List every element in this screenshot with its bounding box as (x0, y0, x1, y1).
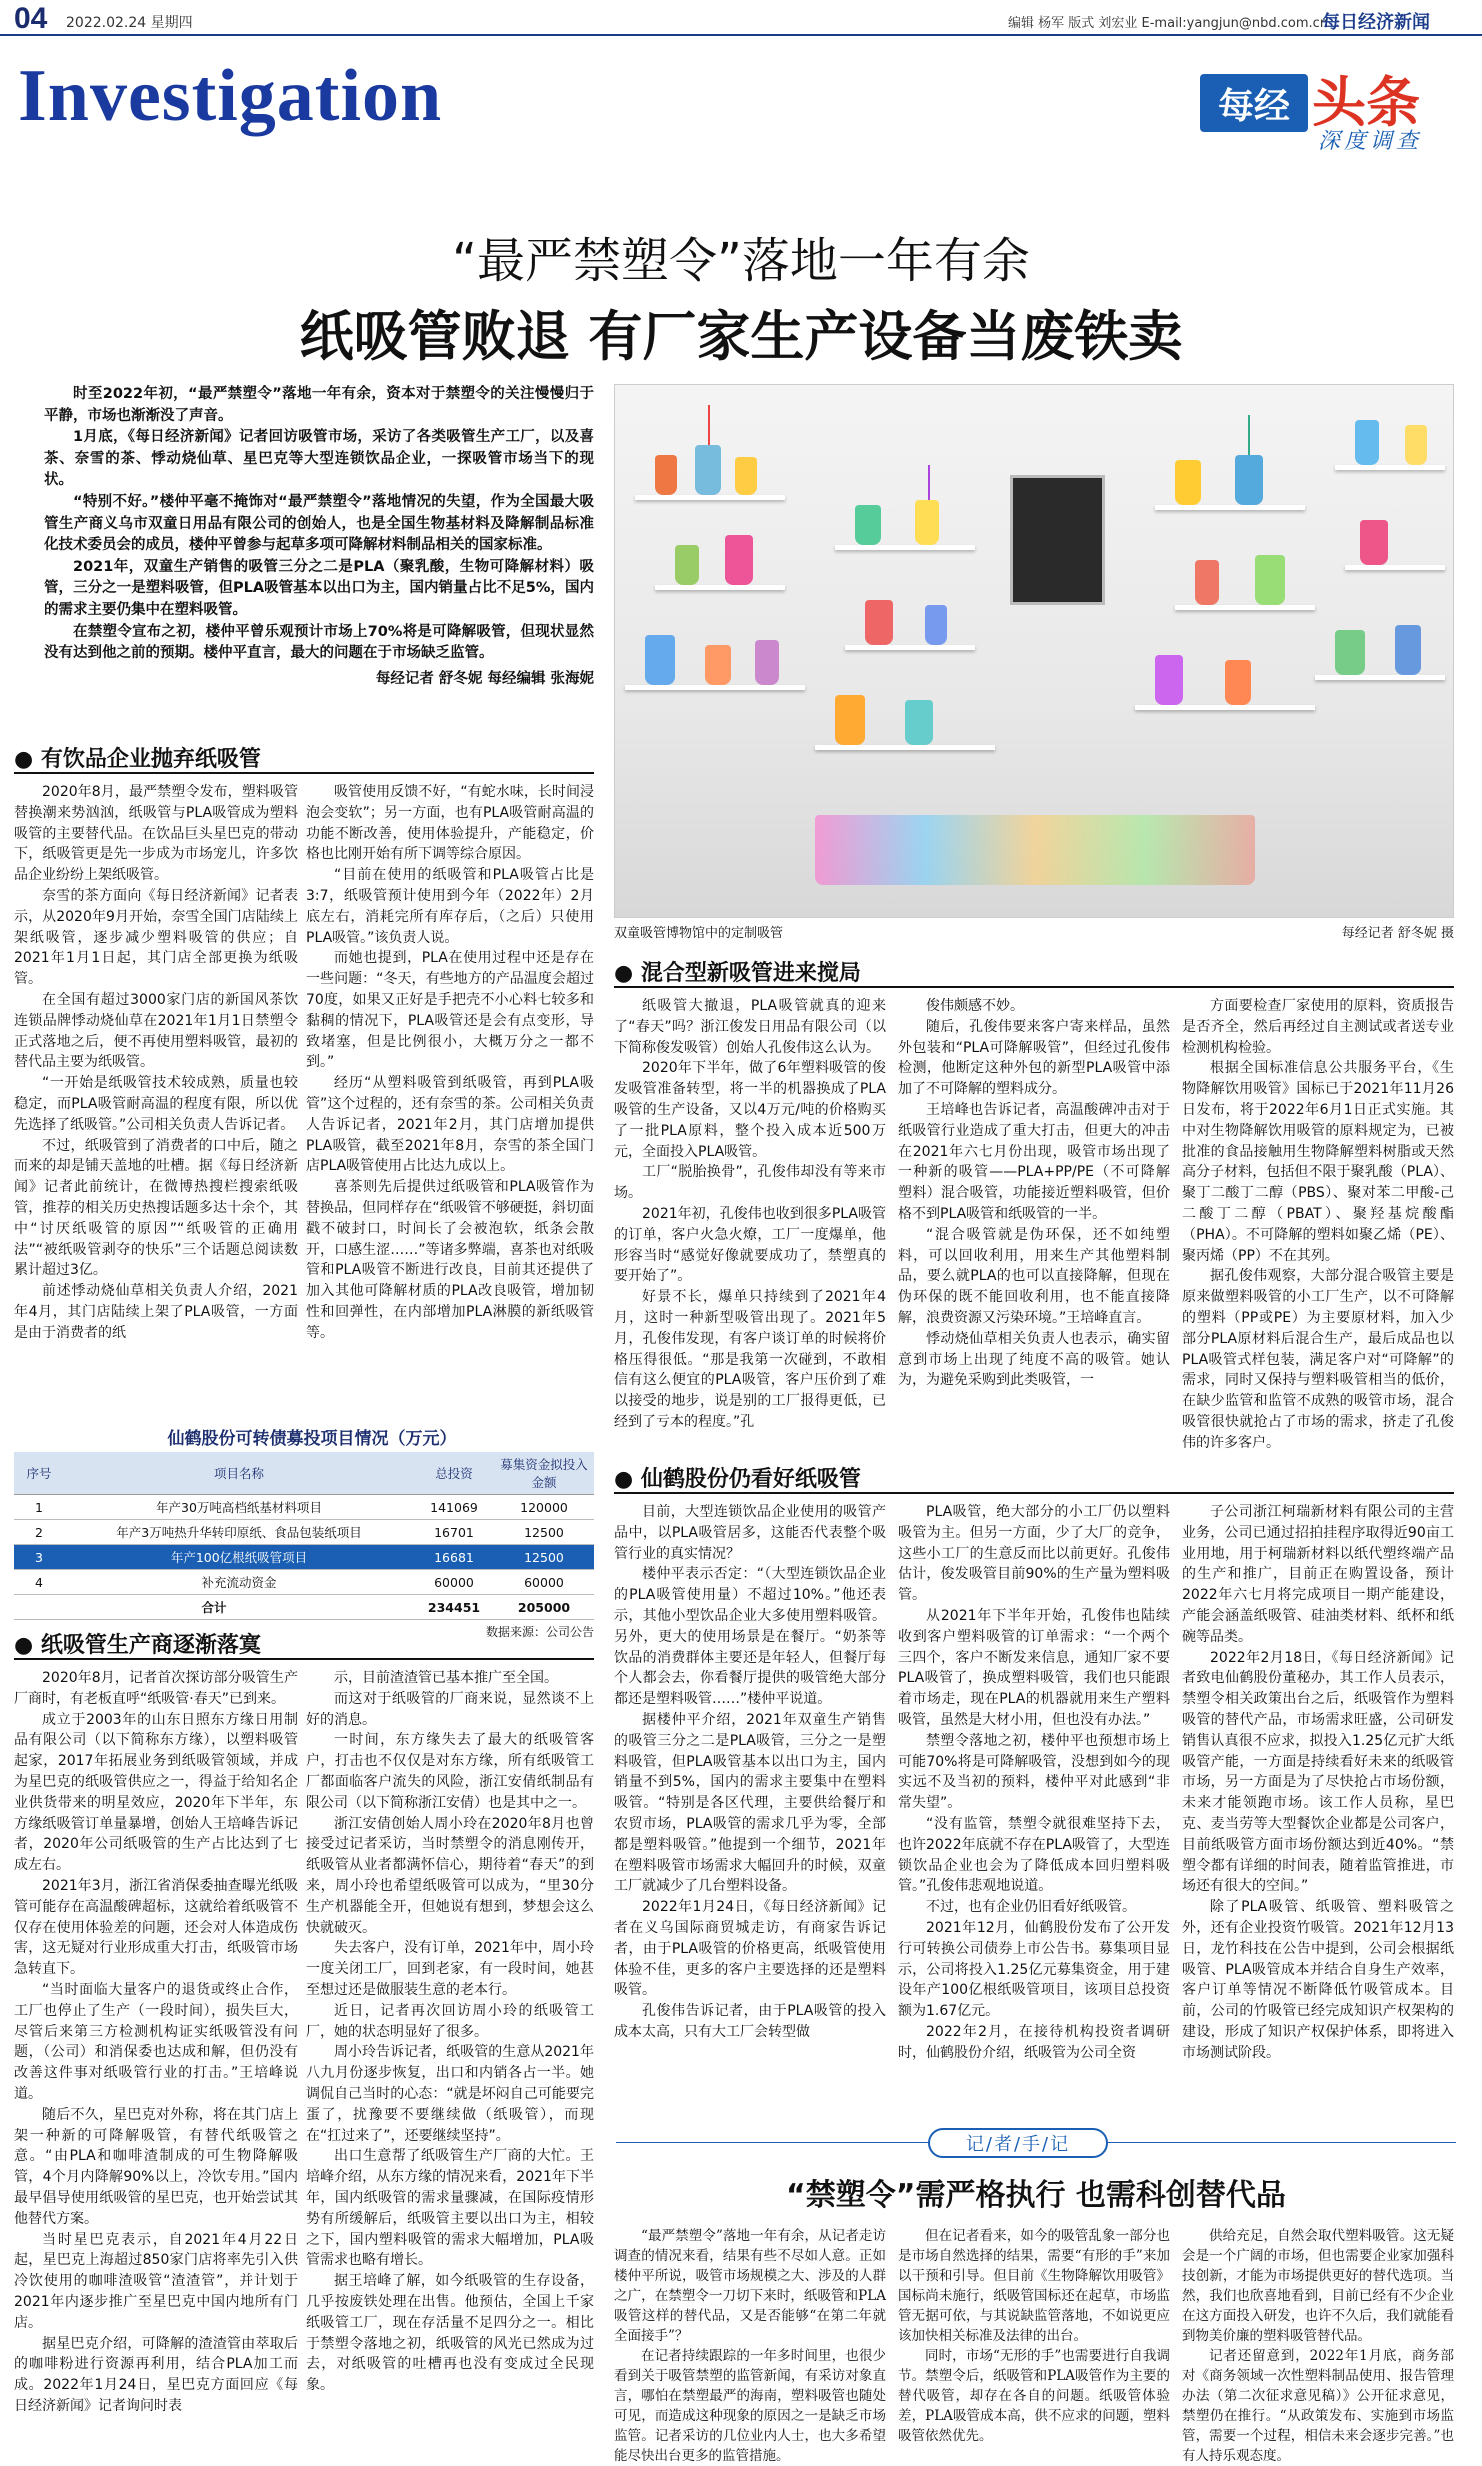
lead-paragraph: “特别不好。”楼仲平毫不掩饰对“最严禁塑令”落地情况的失望，作为全国最大吸管生产商义乌市双童日用品有限公司的创始人，也是全国生物基材料及降解制品标准化技术委员会的成员，楼仲平曾参与起草多项可降解材料制品相关的国家标准。 (44, 493, 594, 554)
section-title: Investigation (18, 55, 443, 137)
photo-credit: 每经记者 舒冬妮 摄 (1341, 926, 1454, 941)
section-heading-4: ● 仙鹤股份仍看好纸吸管 (614, 1467, 861, 1492)
editor-credits: 编辑 杨军 版式 刘宏业 E-mail:yangjun@nbd.com.cn (1008, 16, 1329, 31)
commentary-title: “禁塑令”需严格执行 也需科创替代品 (786, 2178, 1286, 2213)
photo-caption: 双童吸管博物馆中的定制吸管 (614, 926, 784, 941)
section-heading-3: ● 混合型新吸管进来搅局 (614, 961, 861, 986)
s3-col2: 俊伟颇感不妙。 随后，孔俊伟要来客户寄来样品，虽然外包装和“PLA可降解吸管”，但经过孔俊伟检测，他断定这种外包的新型PLA吸管中添加了不可降解的塑料成分。 王培峰也告诉记者，高温酸碑冲击对于纸吸管行业造成了重大打击，但更大的冲击在2021年六七月份出现，吸管市场出现了一种新的吸管——PLA+PP/PE（不可降解塑料）混合吸管，功能接近塑料吸管，但价格不到PLA吸管和纸吸管的一半。 “混合吸管就是伪环保，还不如纯塑料，可以回收利用，用来生产其他塑料制品，要么就PLA的也可以直接降解，但现在伪环保的既不能回收利用，也不能直接降解，浪费资源又污染环境。”王培峰直言。 悸动烧仙草相关负责人也表示，确实留意到市场上出现了纯度不高的吸管。她认为，为避免采购到此类吸管，一 (898, 998, 1170, 1389)
s4-col3: 子公司浙江柯瑞新材料有限公司的主营业务，公司已通过招拍挂程序取得近90亩工业用地，用于柯瑞新材料以纸代塑终端产品的生产和推广，目前正在购置设备，预计2022年六七月将完成项目一期产能建设，产能会涵盖纸吸管、硅油类材料、纸杯和纸碗等品类。 2022年2月18日，《每日经济新闻》记者致电仙鹤股份董秘办，其工作人员表示，禁塑令相关政策出台之后，纸吸管作为塑料吸管的替代产品，市场需求旺盛，公司研发销售认真很不应求，拟投入1.25亿元扩大纸吸管产能，一方面是持续看好未来的纸吸管市场，另一方面是为了尽快抢占市场份额，未来才能领跑市场。该工作人员称，星巴克、麦当劳等大型餐饮企业都是公司客户，目前纸吸管方面市场份额达到近40%。“禁塑令都有详细的时间表，随着监管推进，市场还有很大的空间。” 除了PLA吸管、纸吸管、塑料吸管之外，还有企业投资竹吸管。2021年12月13日，龙竹科技在公告中提到，公司会根据纸吸管、PLA吸管成本并结合自身生产效率，客户订单等情况不断降低竹吸管成本。目前，公司的竹吸管已经完成知识产权架构的建设，形成了知识产权保护体系，即将进入市场测试阶段。 (1182, 1504, 1454, 2061)
table-source: 数据来源：公司公告 (485, 1625, 594, 1639)
issue-date: 2022.02.24 星期四 (66, 15, 193, 31)
section-heading-2: ● 纸吸管生产商逐渐落寞 (14, 1633, 261, 1658)
lead-paragraph: 时至2022年初，“最严禁塑令”落地一年有余，资本对于禁塑令的关注慢慢归于平静，市场也渐渐没了声音。 (44, 386, 594, 424)
commentary-col2: 但在记者看来，如今的吸管乱象一部分也是市场自然选择的结果，需要“有形的手”来加以干预和引导。但目前《生物降解饮用吸管》国标尚未施行，纸吸管国标还在起草，市场监管无据可依，与其说缺监管落地，不如说更应该加快相关标准及法律的出台。 同时，市场“无形的手”也需要进行自我调节。禁塑令后，纸吸管和PLA吸管作为主要的替代吸管，却存在各自的问题。纸吸管体验差，PLA吸管成本高，供不应求的问题，塑料吸管依然优先。 (898, 2228, 1170, 2444)
commentary-col1: “最严禁塑令”落地一年有余，从记者走访调查的情况来看，结果有些不尽如人意。正如楼仲平所说，吸管市场规模之大、涉及的人群之广，在禁塑令一刀切下来时，纸吸管和PLA吸管这样的替代品，又是否能够“在第二年就全面接手”？ 在记者持续跟踪的一年多时间里，也很少看到关于吸管禁塑的监管新闻，有采访对象直言，哪怕在禁塑最严的海南，塑料吸管也随处可见，而造成这种现象的原因之一是缺乏市场监管。记者采访的几位业内人士，也大多希望能尽快出台更多的监管措施。 (614, 2228, 886, 2464)
headline-kicker: “最严禁塑令”落地一年有余 (452, 233, 1030, 289)
s4-col2: PLA吸管，绝大部分的小工厂仍以塑料吸管为主。但另一方面，少了大厂的竞争，这些小工厂的生意反而比以前更好。孔俊伟估计，俊发吸管目前90%的生产量为塑料吸管。 从2021年下半年开始，孔俊伟也陆续收到客户塑料吸管的订单需求：“一个两个三四个，客户不断发来信息，通知厂家不要PLA吸管了，换成塑料吸管，我们也只能跟着市场走，现在PLA的机器就用来生产塑料吸管，虽然是大材小用，但也没有办法。” 禁塑令落地之初，楼仲平也预想市场上可能70%将是可降解吸管，没想到如今的现实远不及当初的预料，楼仲平对此感到“非常失望”。 “没有监管，禁塑令就很难坚持下去，也许2022年底就不存在PLA吸管了，大型连锁饮品企业也会为了降低成本回归塑料吸管。”孔俊伟悲观地说道。 不过，也有企业仍旧看好纸吸管。 2021年12月，仙鹤股份发布了公开发行可转换公司债券上市公告书。募集项目显示，公司将投入1.25亿元募集资金，用于建设年产100亿根纸吸管项目，该项目总投资额为1.67亿元。 2022年2月，在接待机构投资者调研时，仙鹤股份介绍，纸吸管为公司全资 (898, 1504, 1170, 2061)
section-rule-2 (14, 1658, 594, 1660)
logo-blue-block: 每经 (1200, 74, 1308, 132)
headline-main: 纸吸管败退 有厂家生产设备当废铁卖 (299, 305, 1183, 368)
lead-byline: 每经记者 舒冬妮 每经编辑 张海妮 (375, 670, 594, 687)
s1-col2: 吸管使用反馈不好，“有蛇水味，长时间浸泡会变软”；另一方面，也有PLA吸管耐高温的功能不断改善，使用体验提升，产能稳定，价格也比刚开始有所下调等综合原因。 “目前在使用的纸吸管和PLA吸管占比是3:7，纸吸管预计使用到今年（2022年）2月底左右，消耗完所有库存后，（之后）只使用PLA吸管。”该负责人说。 而她也提到，PLA在使用过程中还是存在一些问题：“冬天，有些地方的产品温度会超过70度，如果又正好是手把壳不小心料七较多和黏稠的情况下，PLA吸管还是会有点变形，导致堵塞，但是比例很小，大概万分之一都不到。” 经历“从塑料吸管到纸吸管，再到PLA吸管”这个过程的，还有奈雪的茶。公司相关负责人告诉记者，2021年2月，其门店增加提供PLA吸管，截至2021年8月，奈雪的茶全国门店PLA吸管使用占比达九成以上。 喜茶则先后提供过纸吸管和PLA吸管作为替换品，但同样存在“纸吸管不够硬挺，斜切面戳不破封口，时间长了会被泡软，纸条会散开，口感生涩……”等诸多弊端，喜茶也对纸吸管和PLA吸管不断进行改良，目前其还提供了加入其他可降解材质的PLA改良吸管，增加韧性和回弹性，在内部增加PLA淋膜的新纸吸管等。 (306, 784, 594, 1341)
s2-col2: 示，目前渣渣管已基本推广至全国。 而这对于纸吸管的厂商来说，显然谈不上好的消息。 一时间，东方缘失去了最大的纸吸管客户，打击也不仅仅是对东方缘，所有纸吸管工厂都面临客户流失的风险，浙江安倩纸制品有限公司（以下简称浙江安倩）也是其中之一。 浙江安倩创始人周小玲在2020年8月也曾接受过记者采访，当时禁塑令的消息刚传开，纸吸管从业者都满怀信心，期待着“春天”的到来，周小玲也希望纸吸管可以成为，“里30分生产机器能全开，但她说有想到，梦想会这么快就破灭。 失去客户，没有订单，2021年中，周小玲一度关闭工厂，回到老家，有一段时间，她甚至想过还是做服装生意的老本行。 近日，记者再次回访周小玲的纸吸管工厂，她的状态明显好了很多。 周小玲告诉记者，纸吸管的生意从2021年八九月份逐步恢复，出口和内销各占一半。她调侃自己当时的心态：“就是坏闷自己可能要完蛋了，扰豫要不要继续做（纸吸管），而现在“扛过来了”，还要继续坚持”。 出口生意帮了纸吸管生产厂商的大忙。王培峰介绍，从东方缘的情况来看，2021年下半年，国内纸吸管的需求量骤减，在国际疫情形势有所缓解后，纸吸管主要以出口为主，相较之下，国内塑料吸管的需求大幅增加，PLA吸管需求也略有增长。 据王培峰了解，如今纸吸管的生存设备，几乎按废铁处理在出售。他预估，全国上千家纸吸管工厂，现在存活量不足四分之一。相比于禁塑令落地之初，纸吸管的风光已然成为过去，对纸吸管的吐槽再也没有变成过全民现象。 (306, 1670, 594, 2394)
table-row: 4 补充流动资金 60000 60000 (14, 1570, 594, 1595)
logo-red-text: 头条 (1312, 70, 1420, 134)
newspaper-brand: 每日经济新闻 (1322, 12, 1430, 33)
s2-col1: 2020年8月，记者首次探访部分吸管生产厂商时，有老板直呼“纸吸管·春天”已到来。 成立于2003年的山东日照东方缘日用制品有限公司（以下简称东方缘），以塑料吸管起家，2017年拓展业务到纸吸管领域，并成为星巴克的纸吸管供应之一，得益于给知名企业供货带来的明星效应，2020年下半年，东方缘纸吸管订单量暴增，创始人王培峰告诉记者，2020年公司纸吸管的生产占比达到了七成左右。 2021年3月，浙江省消保委抽查曝光纸吸管可能存在高温酸碑超标，这就给着纸吸管不仅存在使用体验差的问题，还会对人体造成伤害，这无疑对行业形成重大打击，纸吸管市场急转直下。 “当时面临大量客户的退货或终止合作，工厂也停止了生产（一段时间），损失巨大，尽管后来第三方检测机构证实纸吸管没有问题，（公司）和消保委也达成和解，但仍没有改善这件事对纸吸管行业的打击。”王培峰说道。 随后不久，星巴克对外称，将在其门店上架一种新的可降解吸管，有替代纸吸管之意。“由PLA和咖啡渣制成的可生物降解吸管，4个月内降解90%以上，冷饮专用。”国内最早倡导使用纸吸管的星巴克，也开始尝试其他替代方案。 当时星巴克表示，自2021年4月22日起，星巴克上海超过850家门店将率先引入供冷饮使用的咖啡渣吸管“渣渣管”，并计划于2021年内逐步推广至星巴克中国内地所有门店。 据星巴克介绍，可降解的渣渣管由萃取后的咖啡粉进行资源再利用，结合PLA加工而成。2022年1月24日，星巴克方面回应《每日经济新闻》记者询问时表 (14, 1670, 298, 2414)
lead-paragraph: 2021年，双童生产销售的吸管三分之二是PLA（聚乳酸，生物可降解材料）吸管，三分之一是塑料吸管，但PLA吸管基本以出口为主，国内销量占比不足5%，国内的需求主要仍集中在塑料吸管。 (44, 558, 594, 618)
section-rule-4 (614, 1492, 1454, 1494)
table-title: 仙鹤股份可转债募投项目情况（万元） (167, 1429, 457, 1449)
s3-col3: 方面要检查厂家使用的原料，资质报告是否齐全，然后再经过自主测试或者送专业检测机构检验。 根据全国标准信息公共服务平台，《生物降解饮用吸管》国标已于2021年11月26日发布，将于2022年6月1日正式实施。其中对生物降解饮用吸管的原料规定为，已被批准的食品接触用生物降解塑料树脂或天然高分子材料，包括但不限于聚乳酸（PLA）、聚丁二酸丁二醇（PBS）、聚对苯二甲酸-己二酸丁二醇（PBAT）、聚羟基烷酸酯（PHA）。不可降解的塑料如聚乙烯（PE）、聚丙烯（PP）不在其列。 据孔俊伟观察，大部分混合吸管主要是原来做塑料吸管的小工厂生产，以不可降解的塑料（PP或PE）为主要原材料，加入少部分PLA原材料后混合生产，最后成品也以PLA吸管式样包装，满足客户对“可降解”的需求，同时又保持与塑料吸管相当的低价，在缺少监管和监管不成熟的吸管市场，混合吸管很快就抢占了市场的需求，挤走了孔俊伟的许多客户。 (1182, 998, 1454, 1451)
column-logo (1200, 60, 1468, 152)
funds-table (14, 1452, 594, 1640)
table-total-row: 合计 234451 205000 (14, 1595, 594, 1620)
lead-paragraph: 1月底，《每日经济新闻》记者回访吸管市场，采访了各类吸管生产工厂，以及喜茶、奈雪的茶、悸动烧仙草、星巴克等大型连锁饮品企业，一探吸管市场当下的现状。 (44, 429, 594, 489)
section-rule-1 (14, 772, 594, 774)
lead-paragraph: 在禁塑令宣布之初，楼仲平曾乐观预计市场上70%将是可降解吸管，但现状显然没有达到他之前的预期。楼仲平直言，最大的问题在于市场缺乏监管。 (44, 623, 594, 662)
table-header-row: 序号 项目名称 总投资 募集资金拟投入金额 (14, 1452, 594, 1495)
section-rule-3 (614, 986, 1454, 988)
commentary-tag: 记/者/手/记 (928, 2128, 1108, 2158)
table-row-highlight: 3 年产100亿根纸吸管项目 16681 12500 (14, 1545, 594, 1570)
table-row: 2 年产3万吨热升华转印原纸、食品包装纸项目 16701 12500 (14, 1520, 594, 1545)
section-heading-1: ● 有饮品企业抛弃纸吸管 (14, 747, 261, 772)
logo-subtitle: 深度调查 (1318, 129, 1423, 154)
lead-text (44, 384, 594, 690)
page-number: 04 (14, 2, 48, 35)
s4-col1: 目前，大型连锁饮品企业使用的吸管产品中，以PLA吸管居多，这能否代表整个吸管行业的真实情况？ 楼仲平表示否定：“（大型连锁饮品企业的PLA吸管使用量）不超过10%。”他还表示，其他小型饮品企业大多使用塑料吸管。另外，更大的使用场景是在餐厅。“奶茶等饮品的消费群体主要还是年轻人，但餐厅每个人都会去，你看餐厅提供的吸管绝大部分都还是塑料吸管……”楼仲平说道。 据楼仲平介绍，2021年双童生产销售的吸管三分之二是PLA吸管，三分之一是塑料吸管，但PLA吸管基本以出口为主，国内销量不到5%，国内的需求主要集中在塑料吸管。“特别是各区代理，主要供给餐厅和农贸市场，PLA吸管的需求几乎为零，全部都是塑料吸管。”他提到一个细节，2021年在塑料吸管市场需求大幅回升的时候，双童工厂就减少了几台塑料设备。 2022年1月24日，《每日经济新闻》记者在义乌国际商贸城走访，有商家告诉记者，由于PLA吸管的价格更高，纸吸管使用体验不佳，更多的客户主要选择的还是塑料吸管。 孔俊伟告诉记者，由于PLA吸管的投入成本太高，只有大工厂会转型做 (614, 1504, 886, 2040)
photo-caption-row (614, 922, 1454, 941)
museum-photo (614, 384, 1454, 918)
s3-col1: 纸吸管大撤退，PLA吸管就真的迎来了“春天”吗？浙江俊发日用品有限公司（以下简称俊发吸管）创始人孔俊伟这么认为。 2020年下半年，做了6年塑料吸管的俊发吸管准备转型，将一半的机器换成了PLA吸管的生产设备，又以4万元/吨的价格购买了一批PLA原料，整个投入成本近500万元，全面投入PLA吸管。 工厂“脱胎换骨”，孔俊伟却没有等来市场。 2021年初，孔俊伟也收到很多PLA吸管的订单，客户火急火燎，工厂一度爆单，他形容当时“感觉好像就要成功了，禁塑真的要开始了”。 好景不长，爆单只持续到了2021年4月，这时一种新型吸管出现了。2021年5月，孔俊伟发现，有客户谈订单的时候将价格压得很低。“那是我第一次碰到，不敢相信有这么便宜的PLA吸管，客户压价到了难以接受的地步，说是别的工厂报得更低，已经到了亏本的程度。”孔 (614, 998, 886, 1430)
commentary-col3: 供给充足，自然会取代塑料吸管。这无疑会是一个广阔的市场，但也需要企业家加强科技创新，才能为市场提供更好的替代选项。当然，我们也欣喜地看到，目前已经有不少企业在这方面投入研发，也许不久后，我们就能看到物美价廉的塑料吸管替代品。 记者还留意到，2022年1月底，商务部对《商务领域一次性塑料制品使用、报告管理办法（第二次征求意见稿）》公开征求意见，禁塑仍在推行。“从政策发布、实施到市场监管，需要一个过程，相信未来会逐步完善。”也有人持乐观态度。 (1182, 2228, 1454, 2464)
s1-col1: 2020年8月，最严禁塑令发布，塑料吸管替换潮来势汹汹，纸吸管与PLA吸管成为塑料吸管的主要替代品。在饮品巨头星巴克的带动下，纸吸管更是先一步成为市场宠儿，许多饮品企业纷纷上架纸吸管。 奈雪的茶方面向《每日经济新闻》记者表示，从2020年9月开始，奈雪全国门店陆续上架纸吸管，逐步减少塑料吸管的供应；自2021年1月1日起，其门店全部更换为纸吸管。 在全国有超过3000家门店的新国风茶饮连锁品牌悸动烧仙草在2021年1月1日禁塑令正式落地之后，便不再使用塑料吸管，最初的替代品主要为纸吸管。 “一开始是纸吸管技术较成熟，质量也较稳定，而PLA吸管耐高温的程度有限，所以优先选择了纸吸管。”公司相关负责人告诉记者。 不过，纸吸管到了消费者的口中后，随之而来的却是铺天盖地的吐槽。据《每日经济新闻》记者此前统计，在微博热搜栏搜索纸吸管，推荐的相关历史热搜话题多达十余个，其中“讨厌纸吸管的原因”“纸吸管的正确用法”“被纸吸管剥夺的快乐”三个话题总阅读数累计超过3亿。 前述悸动烧仙草相关负责人介绍，2021年4月，其门店陆续上架了PLA吸管，一方面是由于消费者的纸 (14, 784, 298, 1341)
table-row: 1 年产30万吨高档纸基材料项目 141069 120000 (14, 1495, 594, 1520)
